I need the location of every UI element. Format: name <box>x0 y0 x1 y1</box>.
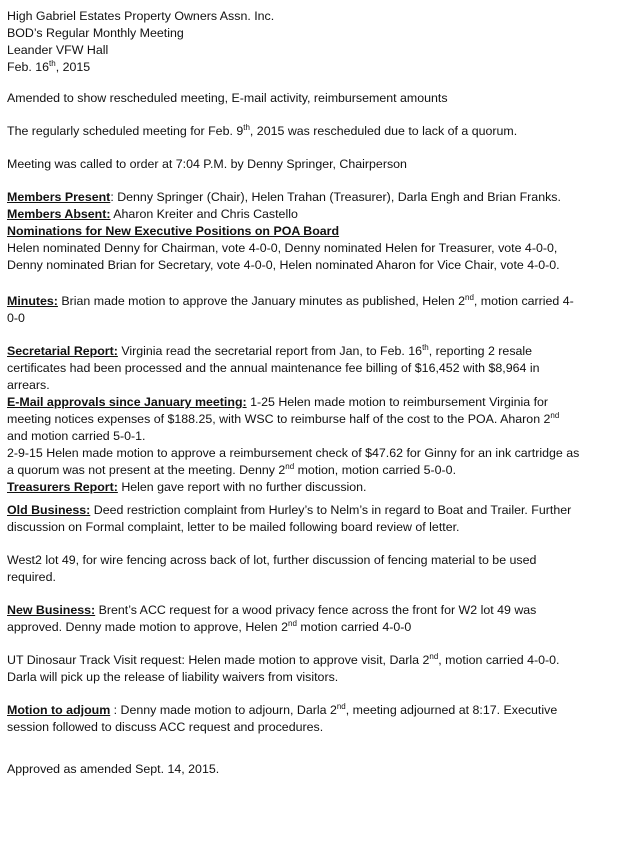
document-header <box>7 8 629 76</box>
meeting-location: Leander VFW Hall <box>7 43 109 57</box>
minutes-section: Minutes: Brian made motion to approve the January minutes as published, Helen 2nd, motion carried 4- 0-0 <box>7 292 574 325</box>
treasurers-label: Treasurers Report: <box>7 480 118 494</box>
meeting-date: Feb. 16th, 2015 <box>7 58 91 74</box>
dinosaur-visit-section: UT Dinosaur Track Visit request: Helen made motion to approve visit, Darla 2nd, motion carried 4-0-0. Darla will pick up the release of liability waivers from visitors. <box>7 651 560 684</box>
org-name: High Gabriel Estates Property Owners Assn. Inc. <box>7 9 275 23</box>
members-section <box>7 189 629 274</box>
new-business-label: New Business: <box>7 603 96 617</box>
approval-note: Approved as amended Sept. 14, 2015. <box>7 762 220 776</box>
nominations-line: Helen nominated Denny for Chairman, vote 4-0-0, Denny nominated Helen for Treasurer, vote 4-0-0, <box>7 241 558 255</box>
old-business-label: Old Business: <box>7 503 91 517</box>
adjourn-label: Motion to adjoum <box>7 703 111 717</box>
minutes-label: Minutes: <box>7 294 58 308</box>
nominations-heading: Nominations for New Executive Positions on POA Board <box>7 224 340 238</box>
secretarial-section: Secretarial Report: Virginia read the secretarial report from Jan, to Feb. 16th, reporting 2 resale certificates had been processed and the annual maintenance fee billing of $16,452 with $8,964 in arrears. <box>7 342 540 392</box>
secretarial-label: Secretarial Report: <box>7 344 118 358</box>
minutes-document <box>7 8 629 778</box>
members-present: Members Present: Denny Springer (Chair), Helen Trahan (Treasurer), Darla Engh and Brian Franks. <box>7 190 561 204</box>
new-business-section: New Business: Brent’s ACC request for a wood privacy fence across the front for W2 lot 49 was approved. Denny made motion to approve, Helen 2nd motion carried 4-0-0 <box>7 603 537 634</box>
adjourn-section: Motion to adjoum : Denny made motion to adjourn, Darla 2nd, meeting adjourned at 8:17. Executive session followed to discuss ACC request and procedures. <box>7 701 558 734</box>
members-absent: Members Absent: Aharon Kreiter and Chris Castello <box>7 207 298 221</box>
meeting-type: BOD’s Regular Monthly Meeting <box>7 26 184 40</box>
email-approvals-section: E-Mail approvals since January meeting: 1-25 Helen made motion to reimbursement Virginia for meeting notices expenses of $188.25, with WSC to reimburse half of the cost to the POA. Aharon 2nd and motion carried 5-0-1. 2-9-15 Helen made motion to approve a reimbursement check of $47.62 for Ginny for an ink cartridge as a quorum was not present at the meeting. Denny 2nd motion, motion carried 5-0-0. <box>7 395 580 477</box>
call-to-order: Meeting was called to order at 7:04 P.M. by Denny Springer, Chairperson <box>7 157 407 171</box>
rescheduled-note: The regularly scheduled meeting for Feb. 9th, 2015 was rescheduled due to lack of a quorum. <box>7 122 518 138</box>
west2-section: West2 lot 49, for wire fencing across back of lot, further discussion of fencing material to be used required. <box>7 553 537 584</box>
email-label: E-Mail approvals since January meeting: <box>7 395 247 409</box>
nominations-line: Denny nominated Brian for Secretary, vote 4-0-0, Helen nominated Aharon for Vice Chair, vote 4-0-0. <box>7 258 560 272</box>
amended-note: Amended to show rescheduled meeting, E-mail activity, reimbursement amounts <box>7 91 448 105</box>
old-business-section: Old Business: Deed restriction complaint from Hurley’s to Nelm’s in regard to Boat and Trailer. Further discussion on Formal complaint, letter to be mailed following board review of letter. <box>7 503 572 534</box>
treasurers-section: Treasurers Report: Helen gave report with no further discussion. <box>7 480 367 494</box>
